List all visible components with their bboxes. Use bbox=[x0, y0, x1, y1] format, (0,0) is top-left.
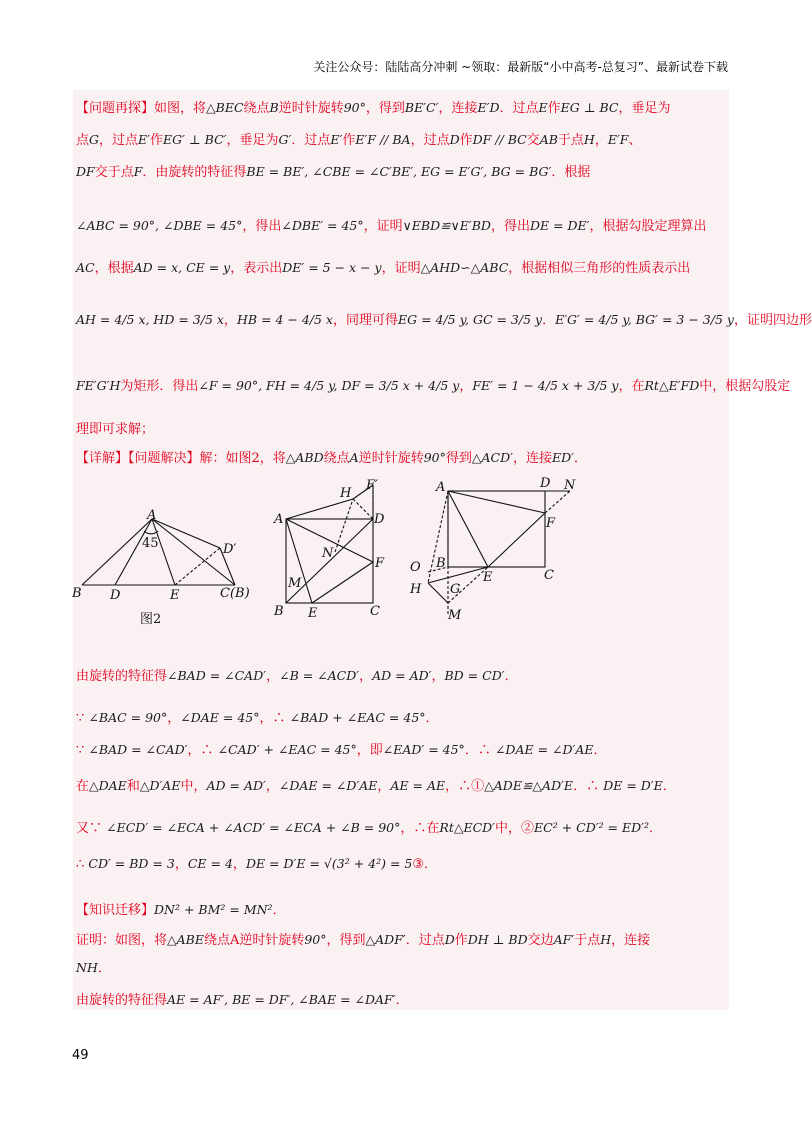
text-run: ．根据 bbox=[551, 165, 591, 180]
text-line bbox=[76, 818, 726, 839]
math-expression: CE = 4 bbox=[187, 856, 233, 871]
math-expression: ∠DAE = ∠D′AE bbox=[278, 778, 378, 793]
text-run: ，表示出 bbox=[230, 261, 283, 276]
fig2-label-H: H bbox=[340, 486, 352, 501]
fig2-label-C: C bbox=[370, 604, 380, 619]
text-run: 理即可求解； bbox=[76, 422, 155, 437]
math-expression: △AHD∽△ABC bbox=[420, 260, 509, 275]
math-expression: AD = x, CE = y bbox=[133, 260, 231, 275]
text-run: ， bbox=[265, 779, 279, 794]
fig1-label-CB: C(B) bbox=[220, 586, 250, 601]
math-expression: DE′ = 5 − x − y bbox=[282, 260, 382, 275]
text-run: 逆时针旋转 bbox=[278, 101, 344, 116]
text-run: 和 bbox=[126, 779, 140, 794]
text-line bbox=[76, 776, 726, 797]
text-run: ，在 bbox=[618, 379, 645, 394]
fig3-label-C: C bbox=[544, 568, 554, 583]
text-run: ，根据相似三角形的性质表示出 bbox=[508, 261, 691, 276]
math-expression: BD = CD′ bbox=[444, 668, 505, 683]
math-expression: BE = BE′, ∠CBE = ∠C′BE′, EG = E′G′, BG = BG′ bbox=[246, 164, 552, 179]
text-line bbox=[76, 958, 726, 979]
math-expression: G bbox=[89, 132, 100, 147]
text-run: 作 bbox=[459, 133, 473, 148]
fig2-label-B: B bbox=[274, 604, 284, 619]
math-expression: B bbox=[269, 100, 279, 115]
math-expression: 90° bbox=[343, 100, 366, 115]
page-number: 49 bbox=[72, 1048, 89, 1063]
text-run: 交边 bbox=[527, 933, 554, 948]
fig3-label-F: F bbox=[546, 516, 556, 531]
text-line bbox=[76, 900, 726, 921]
text-run: ，得出 bbox=[490, 219, 530, 234]
text-run: ∴ bbox=[76, 857, 89, 872]
math-expression: DF // BC bbox=[472, 132, 527, 147]
math-expression: CD′ = BD = 3 bbox=[88, 856, 175, 871]
text-run: 于点 bbox=[574, 933, 601, 948]
text-line bbox=[76, 666, 726, 687]
math-expression: HB = 4 − 4/5 x bbox=[236, 312, 333, 327]
fig2-label-Fp: F′ bbox=[366, 478, 378, 493]
text-run: 由旋转的特征得 bbox=[76, 993, 168, 1008]
text-run: ． bbox=[649, 821, 663, 836]
text-run: 中，② bbox=[495, 821, 535, 836]
text-run: ， bbox=[459, 379, 473, 394]
text-line bbox=[76, 98, 726, 119]
fig1-label-45: 45 bbox=[142, 536, 159, 551]
math-expression: H bbox=[583, 132, 595, 147]
text-run: ， bbox=[174, 857, 188, 872]
text-run: ，连接 bbox=[512, 451, 552, 466]
text-run: 作 bbox=[342, 133, 356, 148]
fig1-caption: 图2 bbox=[140, 612, 162, 627]
math-expression: DE = DE′ bbox=[529, 218, 590, 233]
fig3-label-M: M bbox=[448, 608, 462, 623]
math-expression: AH = 4/5 x, HD = 3/5 x bbox=[76, 312, 224, 327]
math-expression: E′D bbox=[477, 100, 500, 115]
text-run: ． bbox=[504, 669, 518, 684]
text-run: ，证明四边形 bbox=[733, 313, 812, 328]
math-expression: ∠ABC = 90°, ∠DBE = 45° bbox=[76, 218, 243, 233]
text-line bbox=[76, 708, 726, 729]
text-run: ． bbox=[425, 711, 439, 726]
math-expression: △D′AE bbox=[139, 778, 181, 793]
text-line bbox=[76, 310, 812, 331]
math-expression: AF′ bbox=[553, 932, 575, 947]
fig3-label-N: N bbox=[564, 478, 576, 493]
text-run: ．过点 bbox=[405, 933, 445, 948]
text-run: ，∴ bbox=[187, 743, 218, 758]
text-run: ，根据勾股定理算出 bbox=[589, 219, 707, 234]
fig3-label-G: G bbox=[450, 582, 461, 597]
math-expression: AE = AF′, BE = DF′, ∠BAE = ∠DAF′ bbox=[167, 992, 396, 1007]
text-run: ∵ bbox=[76, 711, 89, 726]
math-expression: AE = AE bbox=[390, 778, 446, 793]
text-run: 作 bbox=[454, 933, 468, 948]
text-run: ． bbox=[542, 313, 556, 328]
text-run: ，连接 bbox=[611, 933, 651, 948]
fig2-label-M: M bbox=[288, 576, 302, 591]
text-run: ， bbox=[223, 313, 237, 328]
fig2-label-F: F bbox=[375, 556, 385, 571]
math-expression: H bbox=[600, 932, 612, 947]
math-expression: ∠DAE = ∠D′AE bbox=[494, 742, 594, 757]
fig2-label-A: A bbox=[274, 512, 284, 527]
text-run: ， bbox=[431, 669, 445, 684]
math-expression: △ACD′ bbox=[471, 450, 513, 465]
fig1-label-Dp: D′ bbox=[223, 542, 237, 557]
text-run: 绕点A逆时针旋转 bbox=[203, 933, 305, 948]
text-run: 证明：如图，将 bbox=[76, 933, 168, 948]
fig1-label-D: D bbox=[110, 588, 121, 603]
text-run: ，证明 bbox=[363, 219, 403, 234]
text-run: ，根据 bbox=[94, 261, 134, 276]
math-expression: E′G′ = 4/5 y, BG′ = 3 − 3/5 y bbox=[555, 312, 734, 327]
text-run: 交于点 bbox=[94, 165, 134, 180]
text-run: ， bbox=[377, 779, 391, 794]
fig3-label-H: H bbox=[410, 582, 422, 597]
text-run: ，同理可得 bbox=[332, 313, 398, 328]
text-run: 中，根据勾股定 bbox=[699, 379, 791, 394]
fig2-label-N: N bbox=[322, 546, 334, 561]
math-expression: EG = 4/5 y, GC = 3/5 y bbox=[397, 312, 543, 327]
text-run: 作 bbox=[547, 101, 561, 116]
math-expression: A bbox=[349, 450, 359, 465]
text-line bbox=[76, 740, 726, 761]
math-expression: ∠BAD = ∠CAD′ bbox=[167, 668, 267, 683]
text-run: ． bbox=[593, 743, 607, 758]
text-line bbox=[76, 448, 726, 469]
text-line bbox=[76, 990, 726, 1011]
text-run: ，证明 bbox=[381, 261, 421, 276]
math-expression: △ADF′ bbox=[365, 932, 406, 947]
text-run: 为矩形．得出 bbox=[120, 379, 199, 394]
math-expression: ∠DAE = 45° bbox=[180, 710, 260, 725]
figure-1 bbox=[82, 519, 235, 585]
text-line bbox=[76, 258, 726, 279]
fig2-label-E: E bbox=[308, 606, 318, 621]
math-expression: ∠CAD′ + ∠EAC = 45° bbox=[217, 742, 357, 757]
math-expression: AD = AD′ bbox=[206, 778, 266, 793]
math-expression: △ADE≌△AD′E bbox=[484, 778, 574, 793]
text-run: 于点 bbox=[557, 133, 584, 148]
text-run: ． bbox=[573, 451, 587, 466]
text-run: 中， bbox=[180, 779, 207, 794]
math-expression: E′ bbox=[330, 132, 343, 147]
math-expression: EC² + CD′² = ED′² bbox=[534, 820, 650, 835]
math-expression: △ABE bbox=[167, 932, 204, 947]
math-expression: NH bbox=[76, 960, 98, 975]
text-run: ， bbox=[167, 711, 181, 726]
text-run: ，过点 bbox=[410, 133, 450, 148]
math-expression: ∠ECD′ = ∠ECA + ∠ACD′ = ∠ECA + ∠B = 90° bbox=[106, 820, 401, 835]
text-run: 绕点 bbox=[243, 101, 270, 116]
text-run: 点 bbox=[76, 133, 90, 148]
text-run: 【问题再探】如图，将 bbox=[76, 101, 207, 116]
text-run: 逆时针旋转 bbox=[358, 451, 424, 466]
text-run: ．∴ bbox=[573, 779, 604, 794]
fig3-label-A: A bbox=[436, 480, 446, 495]
text-line bbox=[76, 162, 726, 183]
text-run: ．由旋转的特征得 bbox=[142, 165, 247, 180]
figure-3-labels bbox=[409, 476, 576, 623]
math-expression: DE = D′E = √(3² + 4²) = 5 bbox=[245, 856, 413, 871]
math-expression: D bbox=[444, 932, 455, 947]
text-run: ，垂足为 bbox=[226, 133, 279, 148]
fig1-label-A: A bbox=[147, 508, 157, 523]
math-expression: ∨EBD≌∨E′BD bbox=[402, 218, 491, 233]
math-expression: EG ⊥ BC bbox=[560, 100, 619, 115]
text-run: ． bbox=[395, 993, 409, 1008]
text-run: ， bbox=[594, 133, 608, 148]
text-run: 在 bbox=[76, 779, 90, 794]
text-run: ，连接 bbox=[438, 101, 478, 116]
text-run: ，∴ bbox=[259, 711, 290, 726]
text-run: ， bbox=[359, 669, 373, 684]
text-run: ，得到 bbox=[365, 101, 405, 116]
math-expression: AB bbox=[539, 132, 558, 147]
text-run: 【知识迁移】 bbox=[76, 903, 155, 918]
math-expression: FE′G′H bbox=[76, 378, 121, 393]
math-expression: BE′C′ bbox=[404, 100, 439, 115]
math-expression: DN² + BM² = MN² bbox=[154, 902, 273, 917]
text-run: ． bbox=[662, 779, 676, 794]
fig1-label-E: E bbox=[170, 588, 180, 603]
page-header: 关注公众号：陆陆高分冲刺 ~领取：最新版“小中高考-总复习”、最新试卷下载 bbox=[313, 60, 728, 74]
math-expression: EG′ ⊥ BC′ bbox=[163, 132, 227, 147]
fig3-label-O: O bbox=[410, 560, 421, 575]
fig2-label-D: D bbox=[374, 512, 385, 527]
text-line bbox=[76, 376, 791, 397]
math-expression: △ABD bbox=[285, 450, 324, 465]
math-expression: ∠BAC = 90° bbox=[88, 710, 168, 725]
text-run: 得到 bbox=[445, 451, 472, 466]
geometry-figures bbox=[70, 475, 610, 635]
math-expression: △DAE bbox=[89, 778, 127, 793]
math-expression: E′F // BA bbox=[355, 132, 411, 147]
math-expression: 90° bbox=[304, 932, 327, 947]
math-expression: D bbox=[449, 132, 460, 147]
fig3-label-E: E bbox=[483, 570, 493, 585]
text-run: ， bbox=[266, 669, 280, 684]
text-run: ，∴在 bbox=[400, 821, 440, 836]
text-run: 又∵ bbox=[76, 821, 107, 836]
math-expression: E′ bbox=[138, 132, 150, 147]
text-line bbox=[76, 930, 726, 951]
math-expression: AD = AD′ bbox=[372, 668, 432, 683]
math-expression: AC bbox=[76, 260, 95, 275]
math-expression: 90° bbox=[423, 450, 446, 465]
fig3-label-B: B bbox=[436, 556, 446, 571]
math-expression: DF bbox=[76, 164, 95, 179]
text-run: ，过点 bbox=[99, 133, 139, 148]
math-expression: ∠EAD′ = 45° bbox=[382, 742, 465, 757]
fig1-label-B: B bbox=[72, 586, 82, 601]
text-line bbox=[76, 854, 726, 875]
fig3-label-D: D bbox=[540, 476, 551, 491]
text-run: ．过点 bbox=[291, 133, 331, 148]
math-expression: ∠BAD = ∠CAD′ bbox=[88, 742, 188, 757]
text-run: ． bbox=[272, 903, 286, 918]
text-run: 交 bbox=[526, 133, 540, 148]
text-run: 、 bbox=[628, 133, 642, 148]
math-expression: Rt△E′FD bbox=[644, 378, 700, 393]
text-line bbox=[76, 216, 726, 237]
text-run: 【详解】【问题解决】解：如图2，将 bbox=[76, 451, 286, 466]
math-expression: E bbox=[538, 100, 548, 115]
math-expression: ∠BAD + ∠EAC = 45° bbox=[289, 710, 426, 725]
math-expression: G′ bbox=[278, 132, 292, 147]
text-run: 由旋转的特征得 bbox=[76, 669, 168, 684]
text-run: ，得到 bbox=[326, 933, 366, 948]
math-expression: ∠DBE′ = 45° bbox=[281, 218, 364, 233]
text-line bbox=[76, 130, 726, 151]
math-expression: E′F bbox=[607, 132, 629, 147]
text-run: ，得出 bbox=[242, 219, 282, 234]
text-run: ．∴ bbox=[464, 743, 495, 758]
text-line bbox=[76, 420, 726, 440]
math-expression: ∠F = 90°, FH = 4/5 y, DF = 3/5 x + 4/5 y bbox=[198, 378, 460, 393]
math-expression: △BEC bbox=[206, 100, 244, 115]
math-expression: Rt△ECD′ bbox=[439, 820, 496, 835]
text-run: ．过点 bbox=[499, 101, 539, 116]
math-expression: ∠B = ∠ACD′ bbox=[279, 668, 360, 683]
math-expression: DE = D′E bbox=[603, 778, 663, 793]
text-run: ，垂足为 bbox=[618, 101, 671, 116]
math-expression: DH ⊥ BD bbox=[467, 932, 528, 947]
math-expression: FE′ = 1 − 4/5 x + 3/5 y bbox=[472, 378, 619, 393]
text-run: 作 bbox=[150, 133, 164, 148]
text-run: ， bbox=[232, 857, 246, 872]
text-run: ． bbox=[97, 961, 111, 976]
math-expression: F bbox=[133, 164, 143, 179]
math-expression: ED′ bbox=[551, 450, 574, 465]
text-run: ，即 bbox=[356, 743, 383, 758]
figure-row bbox=[70, 475, 610, 635]
text-run: 绕点 bbox=[323, 451, 350, 466]
text-run: ，∴① bbox=[445, 779, 485, 794]
text-run: ∵ bbox=[76, 743, 89, 758]
text-run: ③． bbox=[412, 857, 438, 872]
